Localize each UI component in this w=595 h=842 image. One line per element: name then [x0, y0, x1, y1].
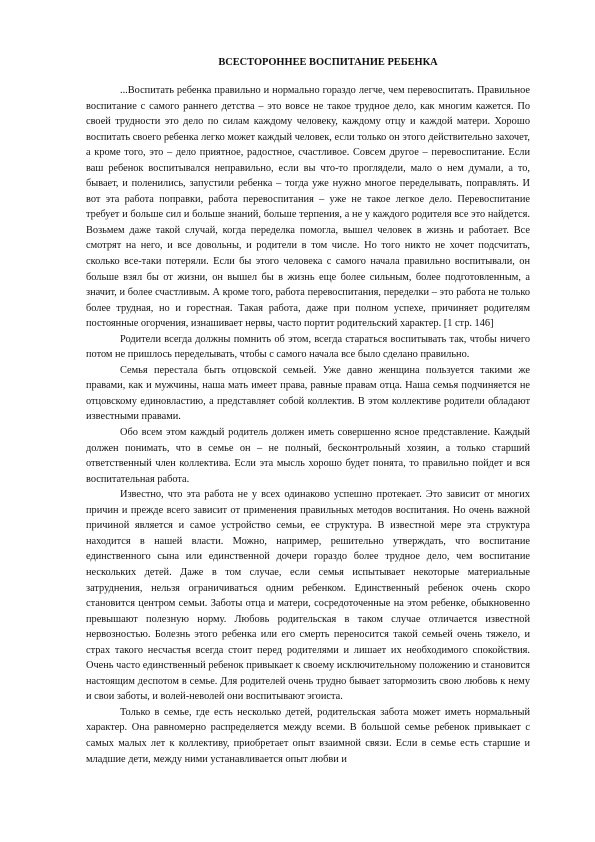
document-page: [86, 56, 530, 767]
paragraph-4: Обо всем этом каждый родитель должен иметь совершенно ясное представление. Каждый должен понимать, что в семье он – не полный, бесконтрольный хозяин, а только старший ответственный член коллектива. Если эта мысль хорошо будет понята, то правильно пойдет и вся воспитательная работа.: [86, 427, 530, 485]
paragraph-6: Только в семье, где есть несколько детей, родительская забота может иметь нормальный характер. Она равномерно распределяется между всеми. В большой семье ребенок привыкает с самых малых лет к коллективу, приобретает опыт взаимной связи. Если в семье есть старшие и младшие дети, между ними устанавливается опыт любви и: [86, 706, 530, 765]
document-title: ВСЕСТОРОННЕЕ ВОСПИТАНИЕ РЕБЕНКА: [218, 57, 438, 68]
paragraph-2: Родители всегда должны помнить об этом, всегда стараться воспитывать так, чтобы ничего потом не пришлось переделывать, чтобы с самого начала все было сделано правильно.: [86, 333, 530, 361]
paragraph-5: Известно, что эта работа не у всех одинаково успешно протекает. Это зависит от многих причин и прежде всего зависит от применения правильных методов воспитания. Но очень важной причиной является и самое устройство семьи, ее структура. В известной мере эта структура находится в нашей власти. Можно, например, решительно утверждать, что воспитание единственного сына или единственной дочери гораздо более трудное дело, чем воспитание нескольких детей. Даже в том случае, если семья испытывает некоторые материальные затруднения, нельзя ограничиваться одним ребенком. Единственный ребенок очень скоро становится центром семьи. Заботы отца и матери, сосредоточенные на этом ребенке, обыкновенно превышают полезную норму. Любовь родительская в таком случае отличается известной нервозностью. Болезнь этого ребенка или его смерть переносится такой семьей очень тяжело, и страх такого несчастья всегда стоит перед родителями и лишает их необходимого спокойствия. Очень часто единственный ребенок привыкает к своему исключительному положению и становится настоящим деспотом в семье. Для родителей очень трудно бывает затормозить свою любовь к нему и свои заботы, и волей-неволей они воспитывают эгоиста.: [86, 489, 530, 703]
paragraph-1: ...Воспитать ребенка правильно и нормально гораздо легче, чем перевоспитать. Правильное воспитание с самого раннего детства – это вовсе не такое трудное дело, как многим кажется. По своей трудности это дело по силам каждому человеку, каждому отцу и каждой матери. Хорошо воспитать своего ребенка легко может каждый человек, если только он этого действительно захочет, а кроме того, это – дело приятное, радостное, счастливое. Совсем другое – перевоспитание. Если ваш ребенок воспитывался неправильно, если вы что-то проглядели, мало о нем думали, а то, бывает, и поленились, запустили ребенка – тогда уже нужно многое переделывать, поправлять. И вот эта работа поправки, работа перевоспитания – уже не такое легкое дело. Перевоспитание требует и больше сил и больше знаний, больше терпения, а не у каждого родителя все это найдется. Возьмем даже такой случай, когда переделка помогла, вышел человек в жизнь и работает. Все смотрят на него, и все довольны, и родители в том числе. Но того никто не хочет подсчитать, сколько все-таки потеряли. Если бы этого человека с самого начала правильно воспитывали, он больше взял бы от жизни, он вышел бы в жизнь еще более сильным, более подготовленным, а значит, и более счастливым. А кроме того, работа перевоспитания, переделки – это работа не только более трудная, но и горестная. Такая работа, даже при полном успехе, причиняет родителям постоянные огорчения, изнашивает нервы, часто портит родительский характер. [1 стр. 146]: [86, 85, 530, 330]
paragraph-3: Семья перестала быть отцовской семьей. Уже давно женщина пользуется такими же правами, как и мужчины, наша мать имеет права, равные правам отца. Наша семья подчиняется не отцовскому единовластию, а представляет собой коллектив. В этом коллективе родители обладают известными правами.: [86, 364, 530, 423]
